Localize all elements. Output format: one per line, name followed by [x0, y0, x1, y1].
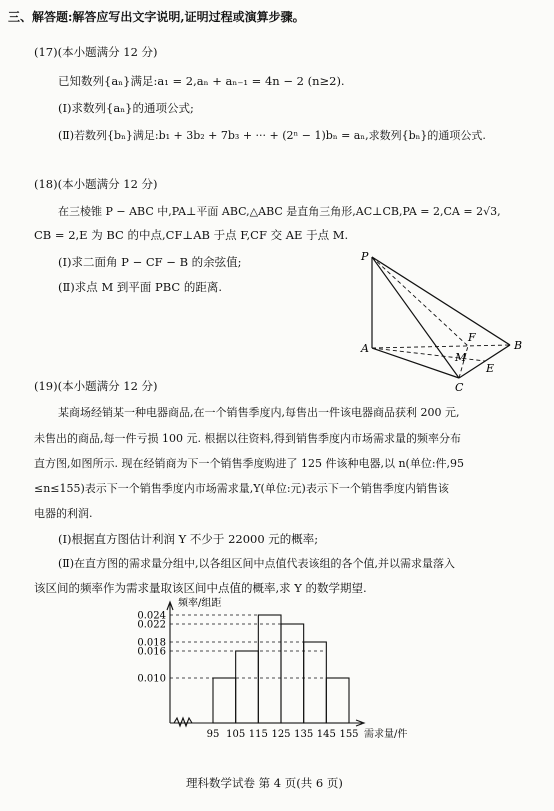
segment-ae — [372, 348, 485, 361]
y-tick-label: 0.022 — [137, 619, 166, 631]
q17-stem: 已知数列{aₙ}满足:a₁ = 2,aₙ + aₙ₋₁ = 4n − 2 (n≥2). — [58, 74, 345, 88]
x-tick-label: 155 — [339, 729, 359, 740]
y-tick-label: 0.024 — [137, 610, 166, 622]
edge-pb — [372, 257, 510, 345]
y-tick-label: 0.018 — [137, 637, 166, 649]
q17-part1: (Ⅰ)求数列{aₙ}的通项公式; — [58, 101, 194, 115]
histogram-bar — [281, 624, 304, 723]
section-heading: 三、解答题:解答应写出文字说明,证明过程或演算步骤。 — [8, 10, 305, 24]
y-axis-label: 频率/组距 — [178, 598, 222, 609]
q18-stem-line2: CB = 2,E 为 BC 的中点,CF⊥AB 于点 F,CF 交 AE 于点 M. — [34, 228, 349, 242]
q19-para-line: 直方图,如图所示. 现在经销商为下一个销售季度购进了 125 件该种电器,以 n(单位:件,95 — [34, 457, 465, 470]
label-e: E — [486, 362, 495, 375]
axis-break-zigzag — [174, 718, 192, 726]
segment-pf — [372, 257, 468, 346]
edge-pc — [372, 257, 459, 378]
edge-ab — [372, 345, 510, 348]
histogram-bar — [326, 678, 349, 723]
label-m: M — [455, 351, 467, 364]
histogram-bar — [236, 651, 259, 723]
q19-para-line: 电器的利润. — [34, 507, 93, 520]
x-tick-label: 115 — [248, 729, 268, 740]
x-tick-label: 135 — [294, 729, 314, 740]
y-tick-label: 0.010 — [137, 673, 166, 685]
q19-para-line: 某商场经销某一种电器商品,在一个销售季度内,每售出一件该电器商品获利 200 元, — [58, 406, 460, 419]
label-b: B — [514, 339, 523, 352]
q19-part1: (Ⅰ)根据直方图估计利润 Y 不少于 22000 元的概率; — [58, 532, 319, 546]
q17-header: (17)(本小题满分 12 分) — [34, 45, 158, 59]
histogram-bar — [258, 615, 281, 723]
q17-part2: (Ⅱ)若数列{bₙ}满足:b₁ + 3b₂ + 7b₃ + ··· + (2ⁿ − 1)bₙ = aₙ,求数列{bₙ}的通项公式. — [58, 129, 486, 142]
histogram-bar — [304, 642, 327, 723]
x-tick-label: 145 — [316, 729, 336, 740]
q19-header: (19)(本小题满分 12 分) — [34, 379, 158, 393]
label-f: F — [468, 331, 476, 344]
label-p: P — [361, 250, 369, 263]
q18-header: (18)(本小题满分 12 分) — [34, 177, 158, 191]
q18-part1: (Ⅰ)求二面角 P − CF − B 的余弦值; — [58, 255, 242, 269]
frequency-histogram — [118, 596, 438, 746]
q19-part2-line: 该区间的频率作为需求量取该区间中点值的概率,求 Y 的数学期望. — [34, 581, 367, 595]
page-footer: 理科数学试卷 第 4 页(共 6 页) — [186, 776, 343, 790]
q19-para-line: 未售出的商品,每一件亏损 100 元. 根据以往资料,得到销售季度内市场需求量的频率分布 — [34, 432, 461, 445]
x-tick-label: 105 — [226, 729, 246, 740]
label-a: A — [361, 342, 369, 355]
y-tick-label: 0.016 — [137, 646, 166, 658]
x-tick-label: 125 — [271, 729, 291, 740]
pyramid-figure — [355, 248, 535, 398]
x-tick-label: 95 — [206, 729, 220, 740]
q18-part2: (Ⅱ)求点 M 到平面 PBC 的距离. — [58, 280, 223, 294]
q19-part2-line: (Ⅱ)在直方图的需求量分组中,以各组区间中点值代表该组的各个值,并以需求量落入 — [58, 557, 456, 570]
histogram-bar — [213, 678, 236, 723]
x-axis-label: 需求量/件 — [364, 729, 408, 740]
edge-ac — [372, 348, 459, 378]
q18-stem-line1: 在三棱锥 P − ABC 中,PA⊥平面 ABC,△ABC 是直角三角形,AC⊥CB,PA = 2,CA = 2√3, — [58, 205, 501, 218]
label-c: C — [455, 381, 464, 394]
q19-para-line: ≤n≤155)表示下一个销售季度内市场需求量,Y(单位:元)表示下一个销售季度内销售该 — [34, 482, 449, 495]
